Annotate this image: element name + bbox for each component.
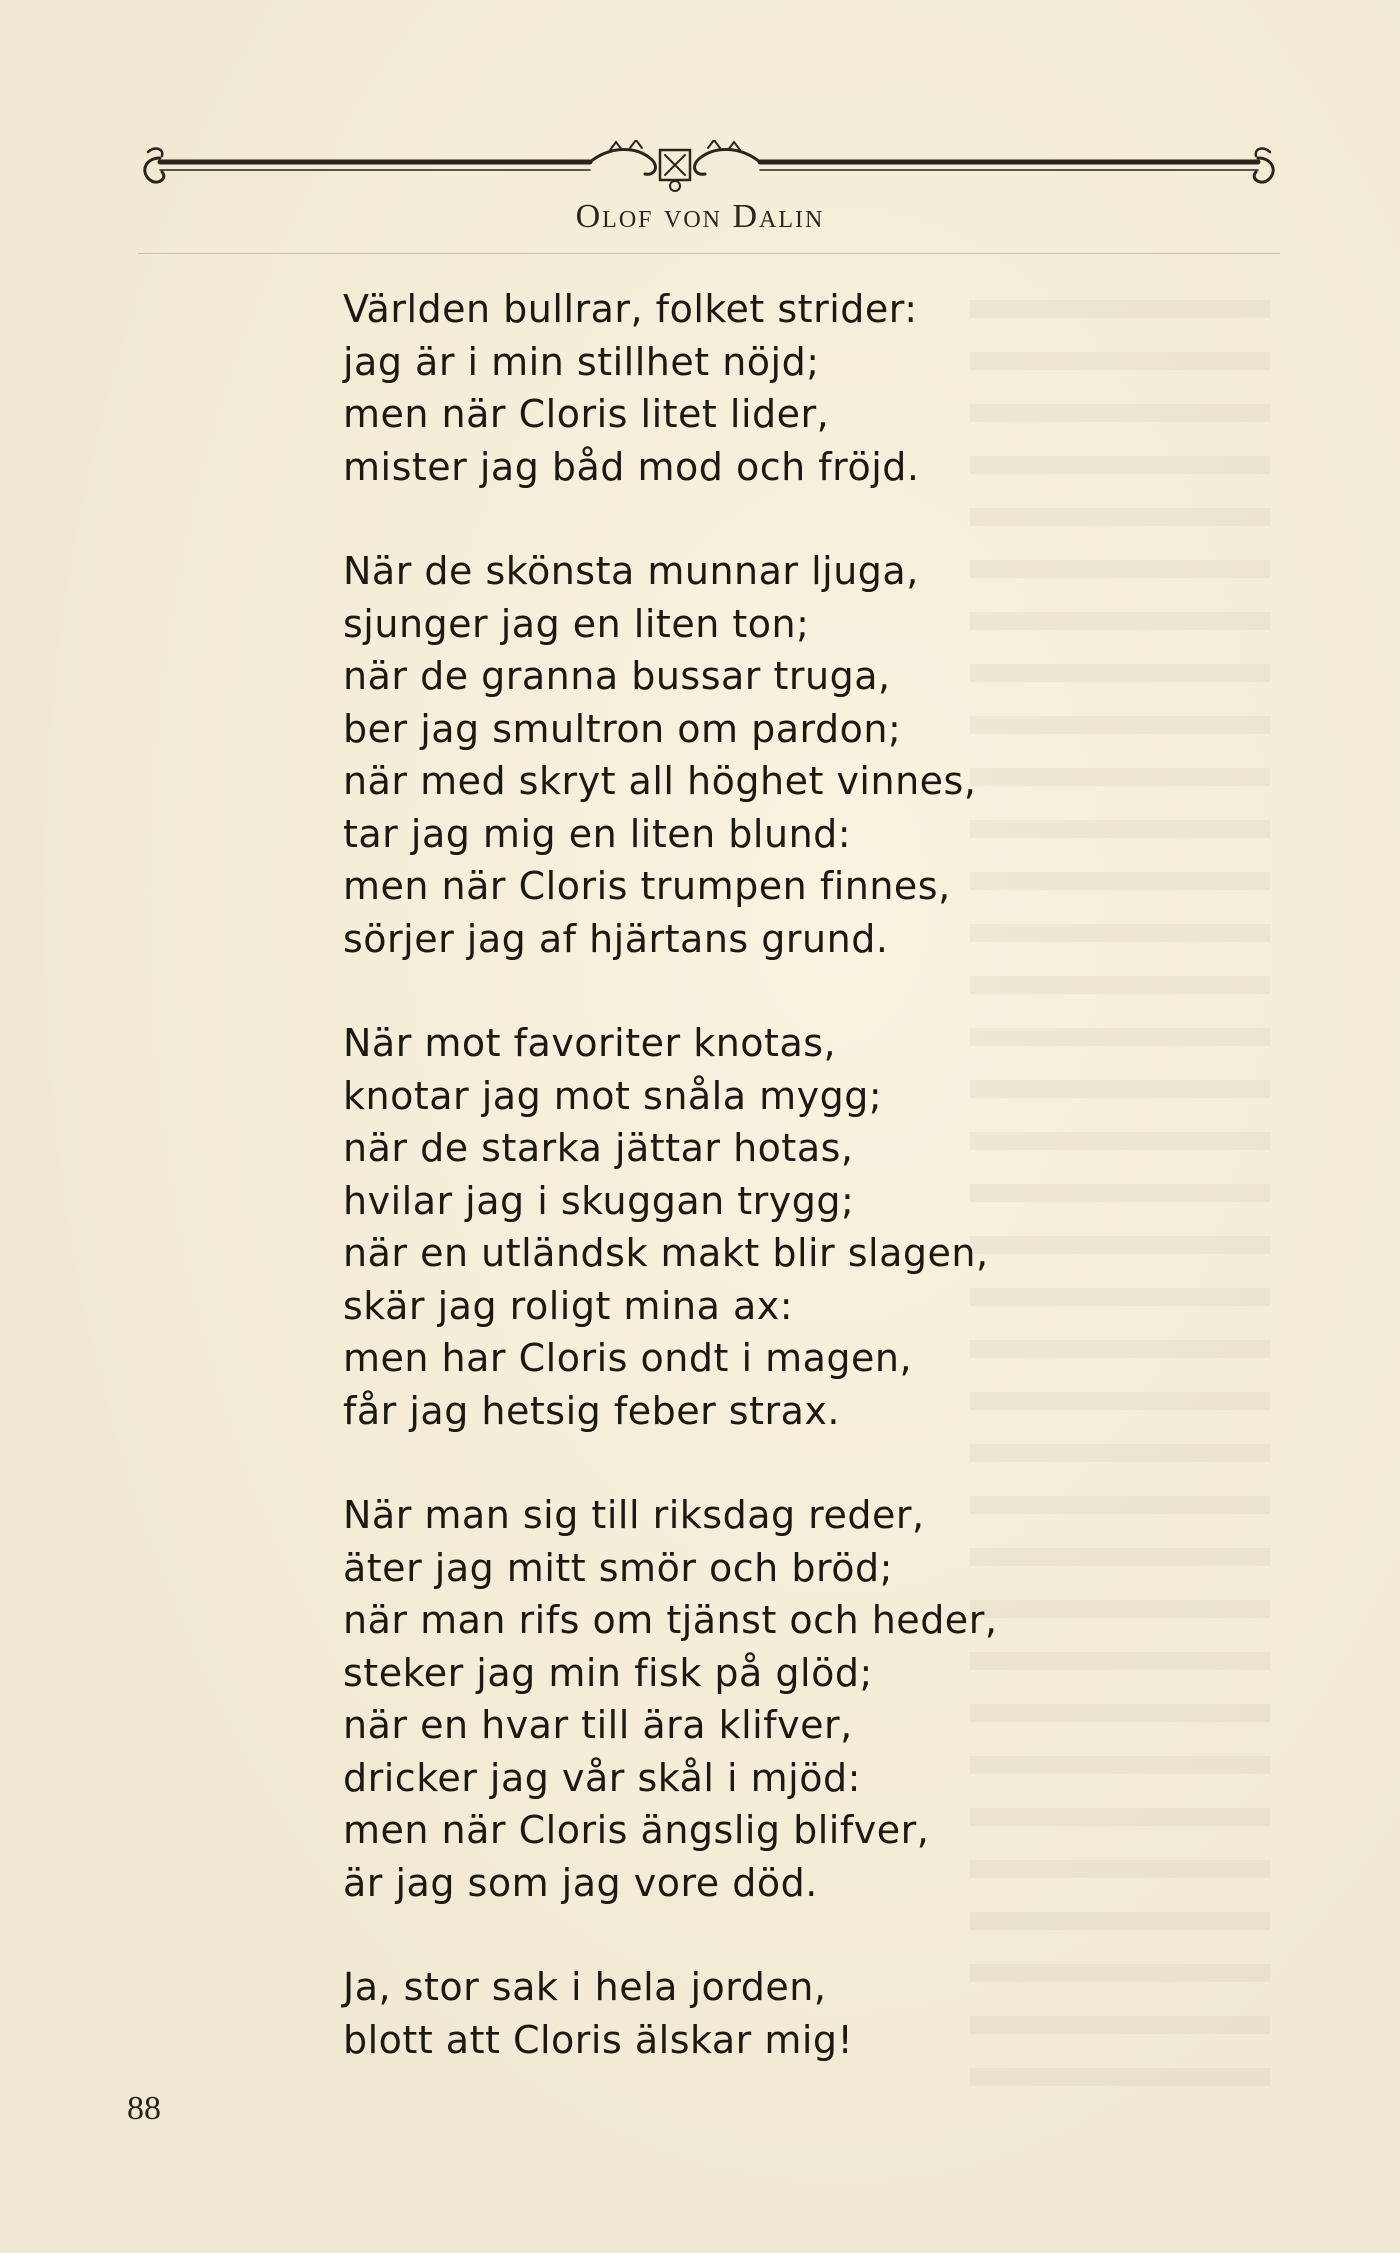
poem-body — [343, 283, 1123, 2118]
stanza-4 — [343, 1489, 1123, 1909]
poem-line: skär jag roligt mina ax: — [343, 1283, 794, 1328]
poem-line: knotar jag mot snåla mygg; — [343, 1073, 883, 1118]
page-number: 88 — [127, 2090, 161, 2127]
poem-line: När mot favoriter knotas, — [343, 1021, 837, 1065]
poem-line: får jag hetsig feber strax. — [343, 1388, 840, 1433]
poem-line: dricker jag vår skål i mjöd: — [343, 1755, 861, 1800]
running-head-title: Olof von Dalin — [575, 198, 825, 235]
header-divider — [138, 253, 1280, 254]
poem-line: när de granna bussar truga, — [343, 654, 891, 698]
poem-line: är jag som jag vore död. — [343, 1860, 818, 1905]
poem-line: Världen bullrar, folket strider: — [343, 287, 918, 331]
poem-line: sörjer jag af hjärtans grund. — [343, 916, 889, 961]
poem-line: äter jag mitt smör och bröd; — [343, 1545, 893, 1590]
stanza-2 — [343, 545, 1123, 965]
stanza-5 — [343, 1961, 1123, 2066]
poem-line: blott att Cloris älskar mig! — [343, 2017, 854, 2062]
stanza-1 — [343, 283, 1123, 493]
poem-line: mister jag båd mod och fröjd. — [343, 444, 920, 489]
poem-line: sjunger jag en liten ton; — [343, 601, 810, 646]
stanza-3 — [343, 1017, 1123, 1437]
poem-line: jag är i min stillhet nöjd; — [343, 339, 820, 384]
poem-line: när man rifs om tjänst och heder, — [343, 1598, 998, 1642]
poem-line: när de starka jättar hotas, — [343, 1126, 854, 1170]
poem-line: steker jag min fisk på glöd; — [343, 1650, 873, 1695]
poem-line: men när Cloris ängslig blifver, — [343, 1808, 930, 1852]
poem-line: När de skönsta munnar ljuga, — [343, 549, 919, 593]
poem-line: tar jag mig en liten blund: — [343, 811, 852, 856]
poem-line: hvilar jag i skuggan trygg; — [343, 1178, 855, 1223]
poem-line: När man sig till riksdag reder, — [343, 1493, 925, 1537]
poem-line: men när Cloris litet lider, — [343, 392, 830, 436]
poem-line: men har Cloris ondt i magen, — [343, 1336, 913, 1380]
decorative-headpiece-ornament — [140, 140, 1278, 200]
poem-line: ber jag smultron om pardon; — [343, 706, 902, 751]
poem-line: Ja, stor sak i hela jorden, — [343, 1965, 827, 2009]
poem-line: när en hvar till ära klifver, — [343, 1703, 853, 1747]
poem-line: när en utländsk makt blir slagen, — [343, 1231, 989, 1275]
poem-line: när med skryt all höghet vinnes, — [343, 759, 977, 803]
poem-line: men när Cloris trumpen finnes, — [343, 864, 951, 908]
